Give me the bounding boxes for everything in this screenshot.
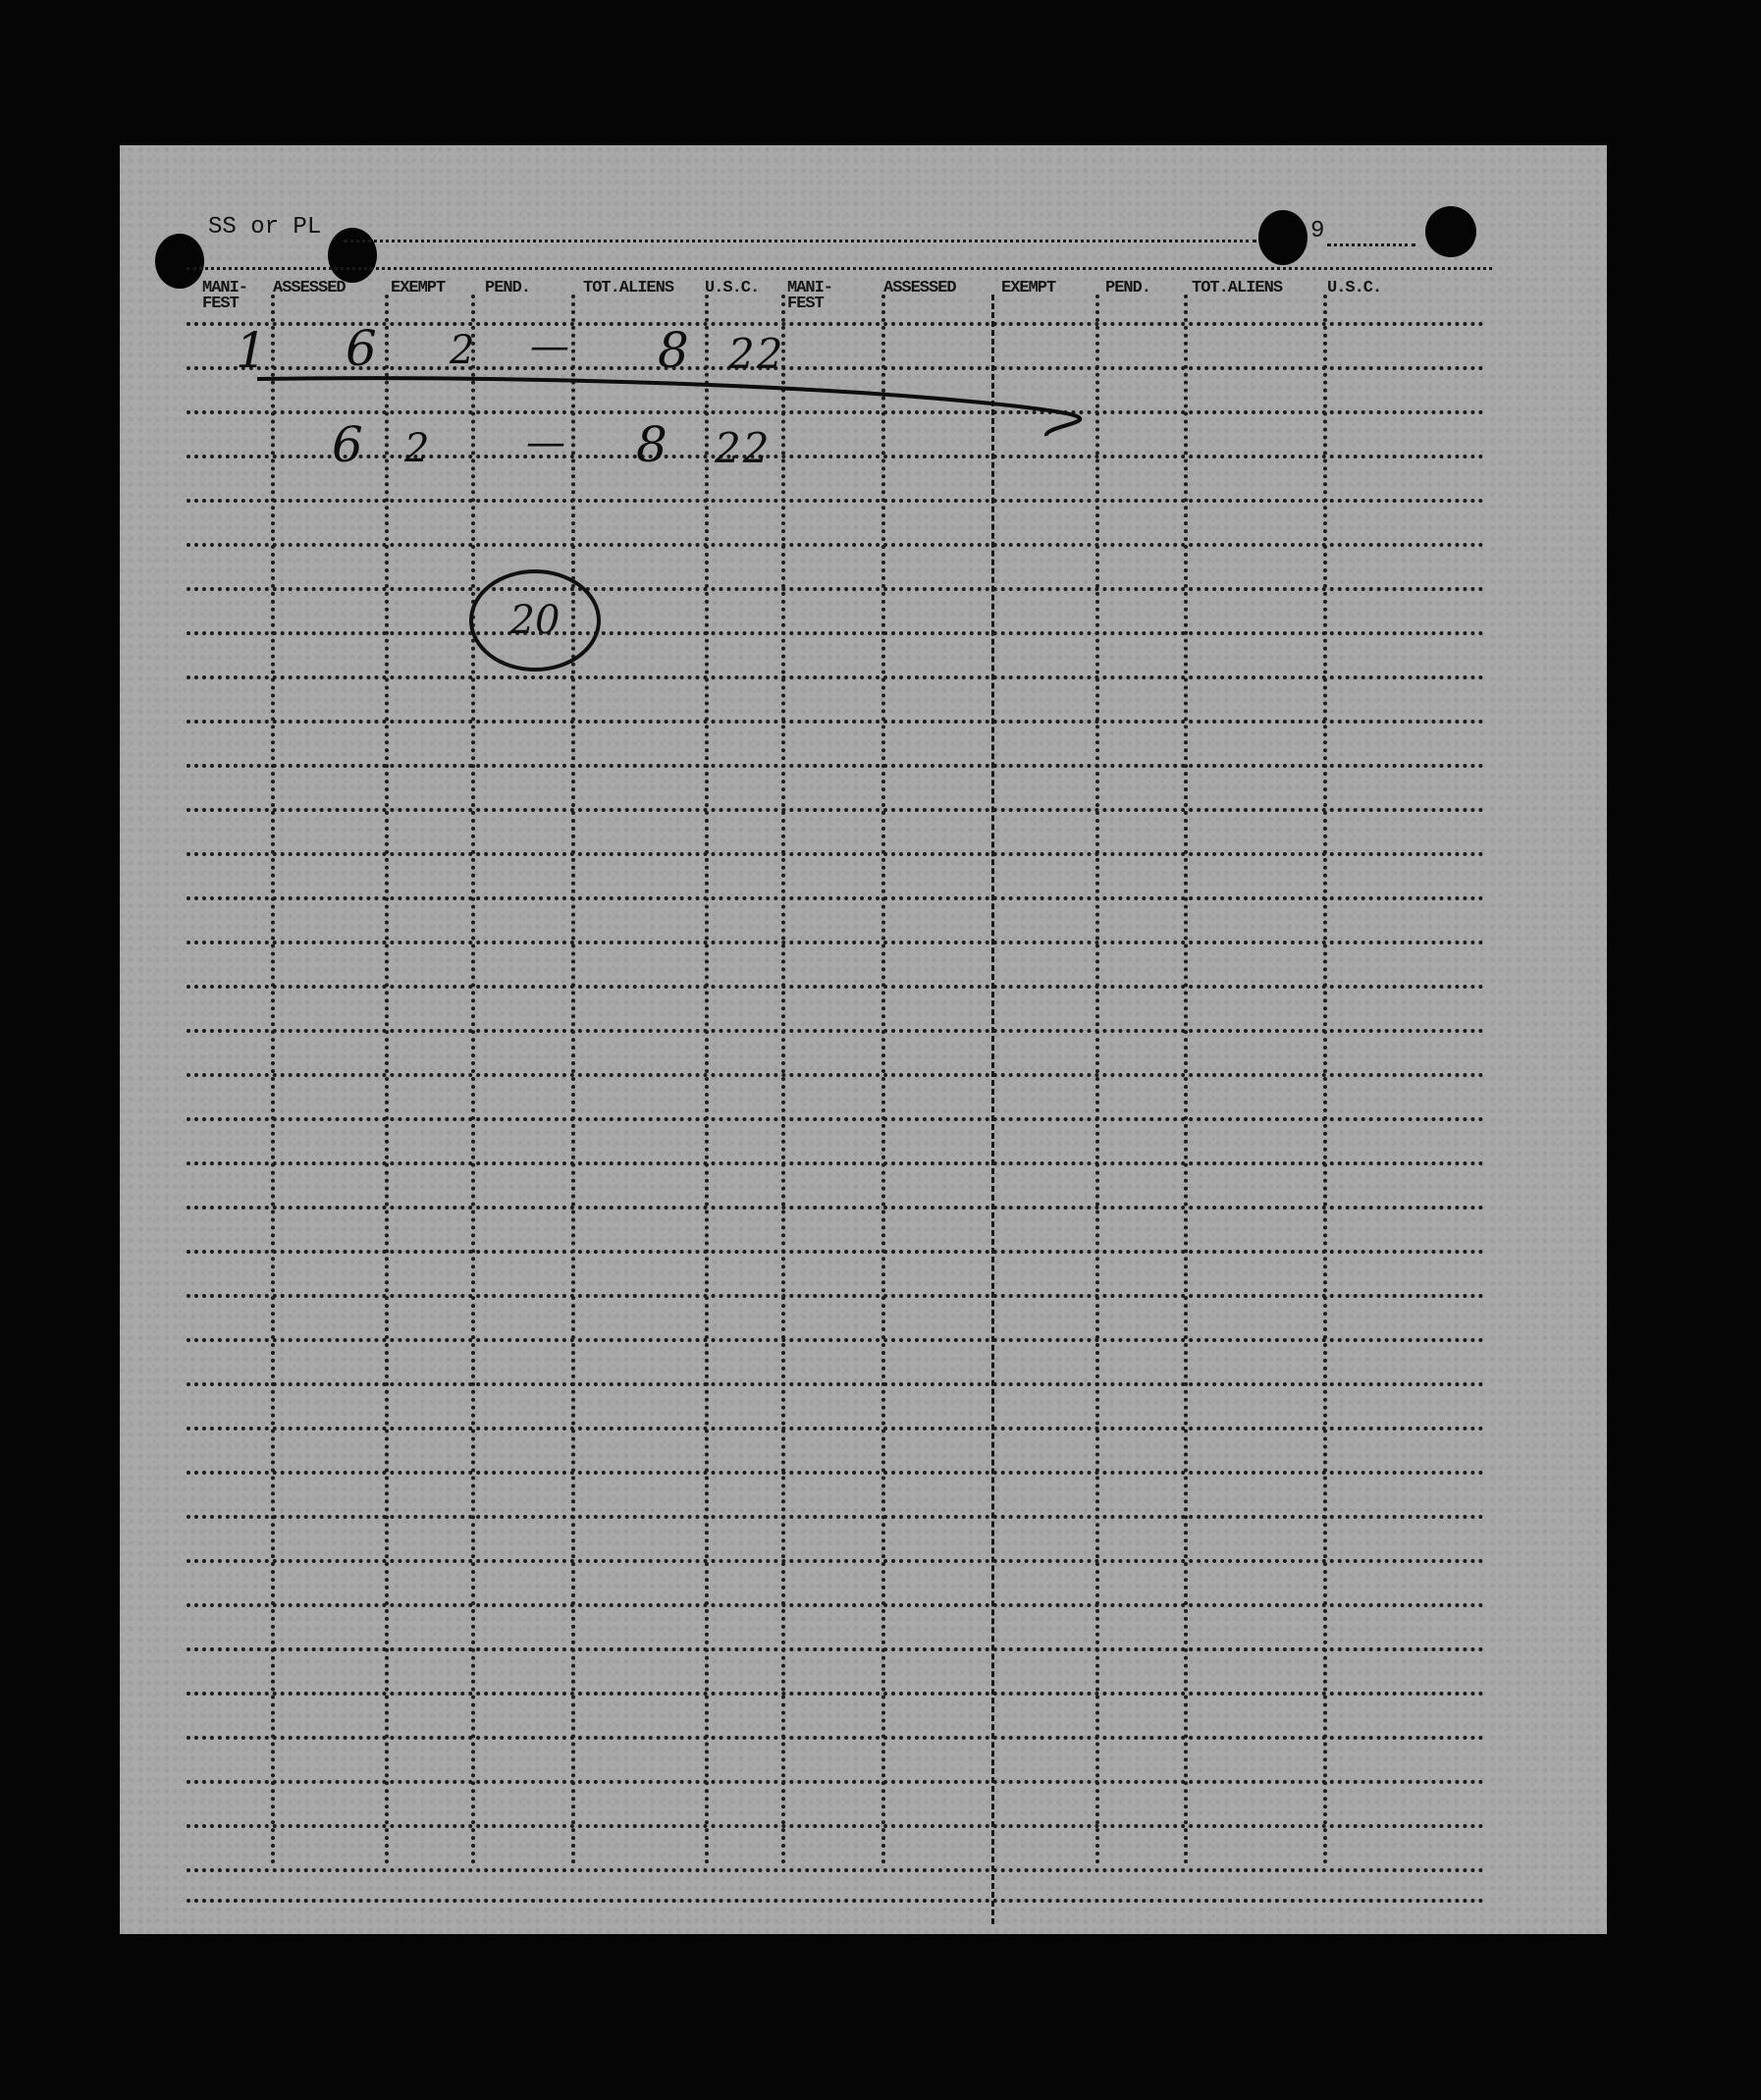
ss-or-pl-fill-line xyxy=(344,240,1256,242)
grid-column-line xyxy=(1323,295,1327,1865)
punch-hole-right xyxy=(1258,210,1307,265)
row1-tot-aliens: 8 xyxy=(658,322,689,379)
totals-usc: 22 xyxy=(715,424,772,472)
grid-row-line xyxy=(187,1427,1484,1430)
grid-column-line xyxy=(881,295,885,1865)
grid-row-line xyxy=(187,1515,1484,1519)
grid-column-line xyxy=(991,295,994,1924)
col-header-usc: U.S.C. xyxy=(705,279,760,297)
row1-assessed: 6 xyxy=(346,320,377,377)
col-header-assessed-2: ASSESSED xyxy=(883,279,956,297)
grid-row-line xyxy=(187,808,1484,812)
grid-row-line xyxy=(187,985,1484,989)
col-header-exempt-2: EXEMPT xyxy=(1001,279,1056,297)
row1-pend: — xyxy=(530,324,569,369)
year-digit: 9 xyxy=(1310,218,1325,244)
grid-row-line xyxy=(187,1692,1484,1696)
row1-manifest: 1 xyxy=(236,322,267,379)
circled-note xyxy=(469,569,601,672)
col-header-tot-aliens: TOT.ALIENS xyxy=(583,279,674,297)
punch-hole-left xyxy=(155,234,204,289)
col-header-pend-2: PEND. xyxy=(1105,279,1151,297)
grid-column-line xyxy=(271,295,275,1865)
col-header-pend: PEND. xyxy=(485,279,531,297)
grid-row-line xyxy=(187,1161,1484,1165)
grid-row-line xyxy=(187,1294,1484,1298)
circled-note-value: 20 xyxy=(509,598,560,643)
grid-column-line xyxy=(1095,295,1099,1865)
col-header-tot-aliens-2: TOT.ALIENS xyxy=(1192,279,1283,297)
totals-assessed: 6 xyxy=(332,416,363,473)
grid-row-line xyxy=(187,720,1484,724)
grid-row-line xyxy=(187,1471,1484,1475)
totals-pend: — xyxy=(526,420,565,465)
grid-row-line xyxy=(187,1868,1484,1872)
grid-row-line xyxy=(187,587,1484,591)
grid-row-line xyxy=(187,1647,1484,1651)
grid-row-line xyxy=(187,764,1484,768)
col-header-manifest-2: MANI- FEST xyxy=(787,279,833,313)
grid-row-line xyxy=(187,1824,1484,1828)
grid-row-line xyxy=(187,455,1484,458)
header-rule xyxy=(187,267,1492,270)
grid-row-line xyxy=(187,366,1484,370)
grid-bottom-line xyxy=(187,1899,1484,1903)
col-header-manifest: MANI- FEST xyxy=(202,279,248,313)
grid-row-line xyxy=(187,322,1484,326)
grid-row-line xyxy=(187,1736,1484,1740)
row1-usc: 22 xyxy=(728,330,785,378)
grid-row-line xyxy=(187,543,1484,547)
grid-column-line xyxy=(385,295,389,1865)
grid-row-line xyxy=(187,410,1484,414)
grid-row-line xyxy=(187,896,1484,900)
grid-row-line xyxy=(187,852,1484,856)
col-header-assessed: ASSESSED xyxy=(273,279,346,297)
grid-row-line xyxy=(187,1250,1484,1254)
row1-exempt: 2 xyxy=(450,328,475,373)
grid-row-line xyxy=(187,1117,1484,1121)
ss-or-pl-label: SS or PL xyxy=(208,214,322,241)
year-fill-line xyxy=(1327,243,1415,246)
grid-row-line xyxy=(187,631,1484,635)
grid-column-line xyxy=(781,295,785,1865)
grid-row-line xyxy=(187,499,1484,503)
grid-row-line xyxy=(187,1603,1484,1607)
totals-tot-aliens: 8 xyxy=(636,416,667,473)
grid-column-line xyxy=(471,295,475,1865)
grid-row-line xyxy=(187,1559,1484,1563)
punch-hole-left-2 xyxy=(328,228,377,283)
grid-column-line xyxy=(571,295,575,1865)
grid-column-line xyxy=(1184,295,1188,1865)
grid-row-line xyxy=(187,1382,1484,1386)
grid-row-line xyxy=(187,1206,1484,1210)
grid-row-line xyxy=(187,1073,1484,1077)
grid-column-line xyxy=(705,295,709,1865)
grid-row-line xyxy=(187,1338,1484,1342)
grid-row-line xyxy=(187,941,1484,944)
grid-row-line xyxy=(187,1029,1484,1033)
col-header-exempt: EXEMPT xyxy=(391,279,446,297)
punch-hole-right-2 xyxy=(1425,206,1476,257)
col-header-usc-2: U.S.C. xyxy=(1327,279,1382,297)
grid-row-line xyxy=(187,675,1484,679)
totals-exempt: 2 xyxy=(404,426,430,471)
grid-row-line xyxy=(187,1780,1484,1784)
